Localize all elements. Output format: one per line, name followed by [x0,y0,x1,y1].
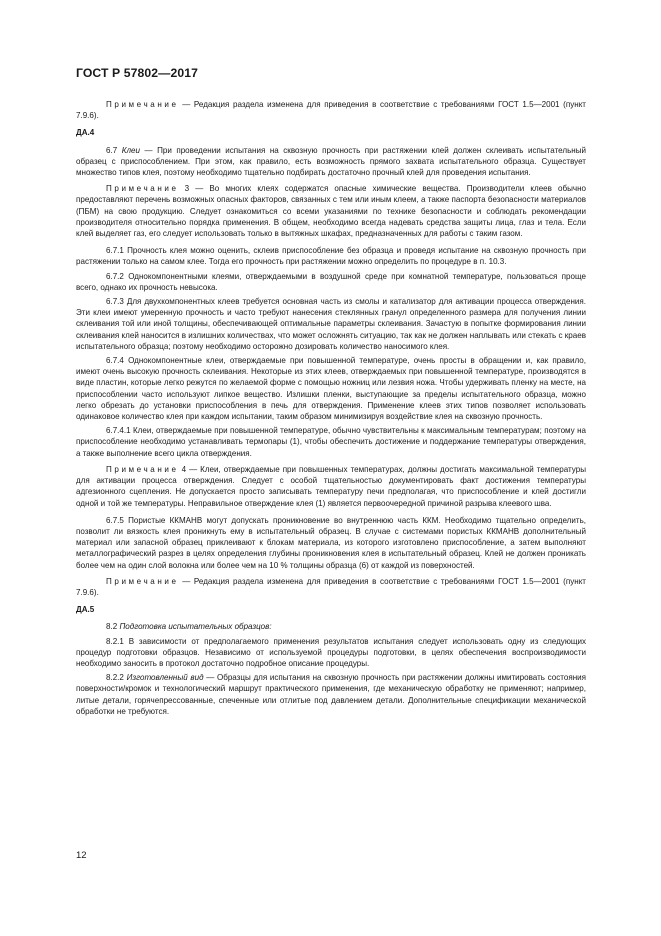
clause-6-7-5: 6.7.5 Пористые ККМАНВ могут допускать проникновение во внутреннюю часть ККМ. Необходимо тщательно определить, позволит ли вязкость клея проникнуть ему в испытательный образец. В случае с системами пористых ККМАНВ дополнительный материал или запасной образец приклеивают к блокам материала, из которого изготовлено приспособление, а затем выполняют металлографический разрез в целях определения глубины проникновения клея в испытательный образец. Клей не должен проникать более чем на один слой волокна или более чем на 10 % толщины образца (6) от каждой из поверхностей. [76,515,586,570]
clause-6-7-4-1: 6.7.4.1 Клеи, отверждаемые при повышенной температуре, обычно чувствительны к максимальным температурам; поэтому на приспособление необходимо устанавливать термопары (1), чтобы обеспечить достижение и поддержание температуры отверждения, а также выполнение всего цикла отверждения. [76,426,586,458]
section-heading: ДА.4 [76,128,95,138]
clause-6-7-2: 6.7.2 Однокомпонентными клеями, отверждаемыми в воздушной среде при комнатной температуре, пользоваться проще всего, однако их прочность невысока. [76,271,586,292]
clause-8-2: 8.2 Подготовка испытательных образцов: [106,622,272,632]
clause-6-7: 6.7 Клеи — При проведении испытания на сквозную прочность при растяжении клей должен склеивать испытательный образец с приспособлением. При этом, как правило, есть возможность прямого захвата испытательного образца. Существует множество типов клея, поэтому необходимо тщательно подбирать достаточно прочный клей для проведения испытания. [76,145,586,178]
clause-8-2-1: 8.2.1 В зависимости от предполагаемого применения результатов испытания следует использовать одну из следующих процедур подготовки образцов. Независимо от используемой процедуры подготовки, в целях обеспечения воспроизводимости необходимо заносить в протокол достаточно подробное описание процедуры. [76,636,586,668]
note-paragraph: Примечание 4 — Клеи, отверждаемые при повышенных температурах, должны достигать максимальной температуры для активации процесса отверждения. Следует с особой тщательностью документировать факт достижения температуры адгезионного сцепления. Не допускается просто записывать температуру печи предполагая, что приспособление и клей достигли одной и той же температуры. Неправильное отверждение клея (1) является первоочередной причиной разрыва клеевого шва. [76,464,586,508]
note-label: Примечание [106,576,179,586]
section-heading: ДА.5 [76,605,95,615]
clause-6-7-1: 6.7.1 Прочность клея можно оценить, склеив приспособление без образца и проведя испытание на сквозную прочность при растяжении только на самом клее. Тогда его прочность при растяжении можно определить по процедуре в п. 10.3. [76,246,586,267]
note-paragraph: Примечание — Редакция раздела изменена для приведения в соответствие с требованиями ГОСТ 1.5—2001 (пункт 7.9.6). [76,100,586,121]
note-paragraph: Примечание — Редакция раздела изменена для приведения в соответствие с требованиями ГОСТ 1.5—2001 (пункт 7.9.6). [76,576,586,597]
note-paragraph: Примечание 3 — Во многих клеях содержатся опасные химические вещества. Производители клеев обычно предоставляют перечень возможных опасных факторов, связанных с тем или иным клеем, а также паспорта безопасности материалов (ПБМ) на свою продукцию. Следует ознакомиться со всеми указаниями по технике безопасности и соблюдать рекомендации производителя относительно порядка применения. В общем, необходимо всегда надевать средства защиты лица, глаз и тела. Если клей выделяет газ, его следует использовать только в вытяжных шкафах, предназначенных для работы с таким газом. [76,184,586,239]
document-body [76,94,586,720]
note-label: Примечание [106,464,179,474]
note-label: Примечание [106,100,179,109]
page-number: 12 [76,850,87,861]
clause-6-7-3: 6.7.3 Для двухкомпонентных клеев требуется основная часть из смолы и катализатор для активации процесса отверждения. Эти клеи имеют умеренную прочность и часто требуют нанесения стеклянных гранул определенного размера для получения линии склеивания той или иной толщины, обеспечивающей оптимальные параметры склеивания. Зачастую в попытке формирования линии склеивания клей наносится в излишних количествах, что может осложнять ситуацию, так как не должен наплывать или стекать с краев испытательного образца; поэтому необходимо осторожно дозировать количество наносимого клея. [76,297,586,351]
clause-6-7-4: 6.7.4 Однокомпонентные клеи, отверждаемые при повышенной температуре, очень просты в обращении и, как правило, имеют очень высокую прочность склеивания. Некоторые из этих клеев, отверждаемых при повышенной температуре, производятся в виде пластин, которые легко режутся по желаемой форме с помощью ножниц или лезвия ножа. Чтобы удерживать пленку на месте, на приспособлении часто используют липкое вещество. Излишки пленки, выступающие за пределы испытательного образца, можно легко обрезать до установки приспособления в печь для отверждения. Применение клеев этих типов позволяет использовать одинаковое количество клея при каждом испытании, таким образом минимизируя воздействие клея на сквозную прочность. [76,356,586,422]
clause-8-2-2: 8.2.2 Изготовленный вид — Образцы для испытания на сквозную прочность при растяжении должны имитировать состояния поверхности/кромок и технологический маршрут практического применения, где механическую обработку не применяют; например, литые детали, горячепрессованные, спеченные или отлитые под давлением детали. Дополнительные спецификации механической обработки не требуются. [76,673,587,716]
document-header: ГОСТ Р 57802—2017 [76,66,198,80]
note-label: Примечание [106,184,179,194]
